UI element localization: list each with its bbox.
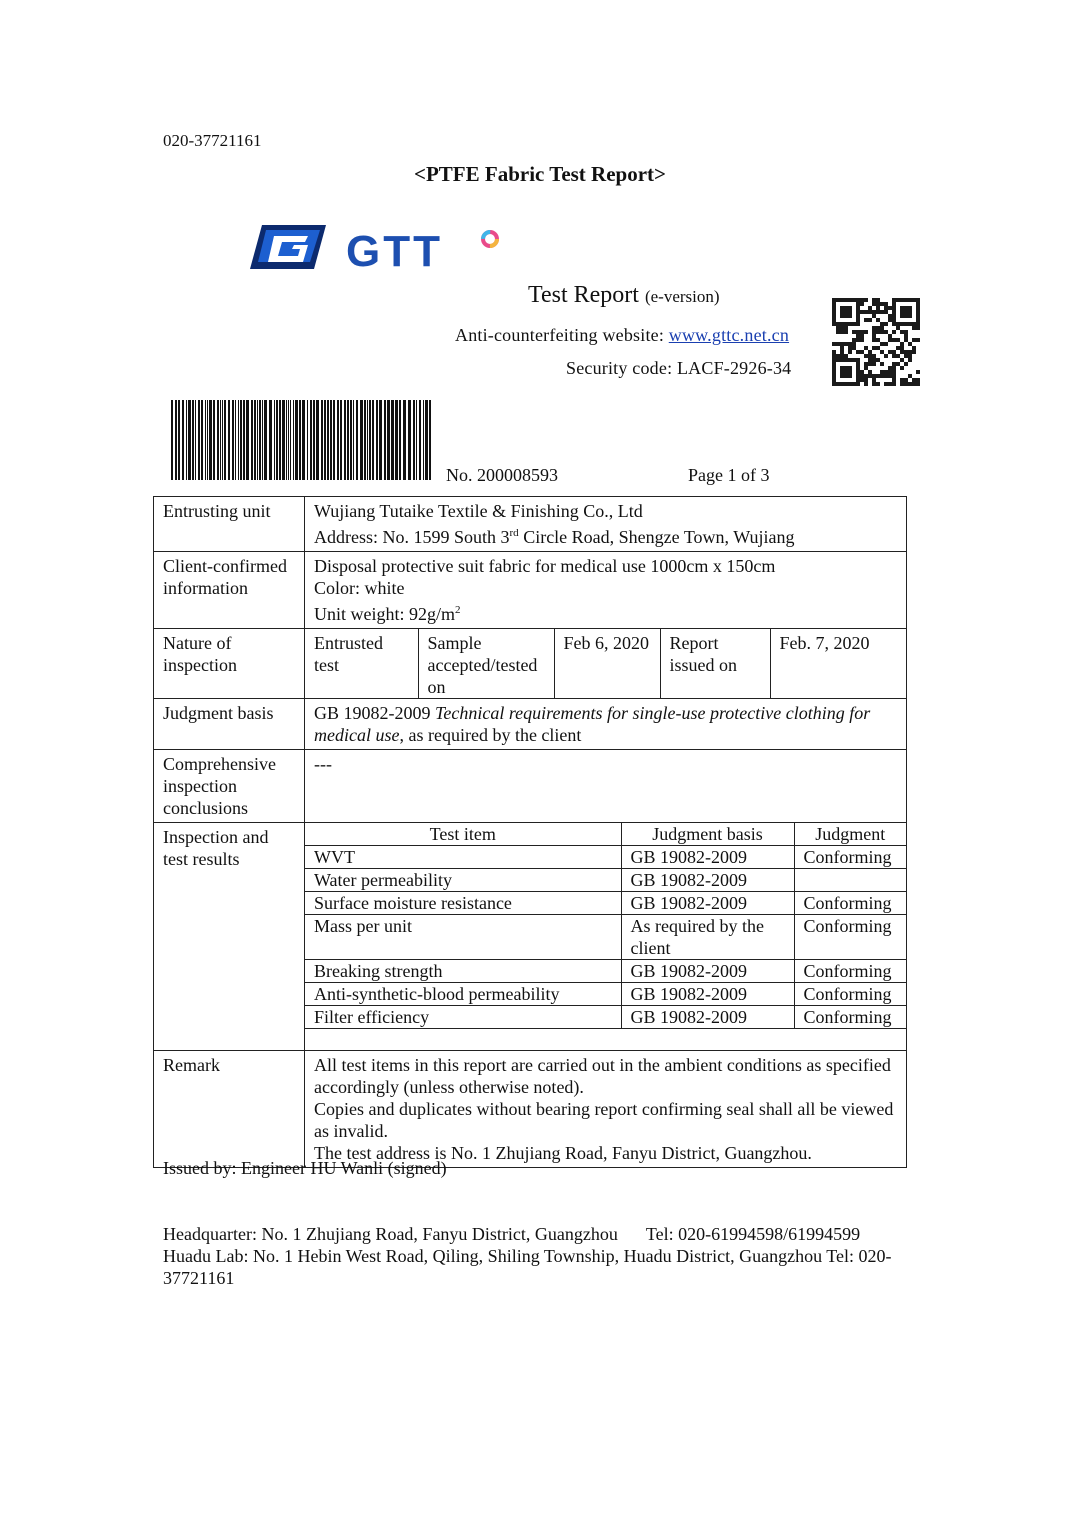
header-test-item: Test item xyxy=(305,823,621,846)
test-item: Breaking strength xyxy=(305,960,621,983)
judgment-label: Judgment basis xyxy=(154,699,305,750)
gtt-logo-icon xyxy=(250,222,510,272)
test-basis: GB 19082-2009 xyxy=(621,869,794,892)
test-judgment: Conforming xyxy=(794,1006,906,1029)
client-line-1: Disposal protective suit fabric for medical use 1000cm x 150cm xyxy=(314,556,776,576)
issued-by: Issued by: Engineer HU Wanli (signed) xyxy=(163,1158,447,1178)
client-label: Client-confirmed information xyxy=(154,552,305,629)
results-cells xyxy=(305,823,907,1051)
header-judgment: Judgment xyxy=(794,823,906,846)
nature-value: Entrusted test xyxy=(305,629,418,698)
nature-cells xyxy=(305,629,907,699)
barcode xyxy=(171,400,433,485)
barcode-icon xyxy=(171,400,433,480)
test-basis: GB 19082-2009 xyxy=(621,960,794,983)
issued-date: Feb. 7, 2020 xyxy=(770,629,906,698)
report-table xyxy=(153,496,907,1168)
row-remark xyxy=(154,1050,907,1167)
row-client-info xyxy=(154,552,907,629)
results-header-row xyxy=(305,823,906,846)
top-phone-number: 020-37721161 xyxy=(163,131,262,150)
address-sup: rd xyxy=(509,527,519,539)
security-code-line xyxy=(566,358,791,379)
results-table xyxy=(305,823,906,1050)
sample-label: Sample accepted/tested on xyxy=(418,629,554,698)
anti-label: Anti-counterfeiting website: xyxy=(455,325,665,345)
test-basis: As required by the client xyxy=(621,915,794,960)
report-subtitle: (e-version) xyxy=(644,287,720,306)
table-row xyxy=(305,869,906,892)
report-number: No. 200008593 xyxy=(446,465,558,485)
sample-date: Feb 6, 2020 xyxy=(554,629,660,698)
unit-weight-sup: 2 xyxy=(455,604,461,616)
address-suffix: Circle Road, Shengze Town, Wujiang xyxy=(518,527,795,547)
page-number: Page 1 of 3 xyxy=(688,465,770,485)
empty-row xyxy=(305,1029,906,1050)
anti-counterfeit-line xyxy=(455,325,789,346)
anti-url-link[interactable]: www.gttc.net.cn xyxy=(668,325,790,345)
test-item: Surface moisture resistance xyxy=(305,892,621,915)
row-nature-of-inspection xyxy=(154,629,907,699)
results-label: Inspection and test results xyxy=(154,823,305,1051)
test-item: Anti-synthetic-blood permeability xyxy=(305,983,621,1006)
test-item: WVT xyxy=(305,846,621,869)
remark-label: Remark xyxy=(154,1050,305,1167)
gtt-logo xyxy=(250,222,510,277)
remark-line-3: The test address is No. 1 Zhujiang Road, Fanyu District, Guangzhou. xyxy=(314,1142,812,1163)
entrusting-name: Wujiang Tutaike Textile & Finishing Co., Ltd xyxy=(314,501,643,521)
entrusting-address xyxy=(314,522,897,548)
qr-code xyxy=(832,298,928,391)
unit-weight: Unit weight: 92g/m xyxy=(314,604,455,624)
test-basis: GB 19082-2009 xyxy=(621,983,794,1006)
footer xyxy=(163,1223,923,1289)
test-judgment: Conforming xyxy=(794,892,906,915)
report-title xyxy=(528,282,720,309)
conclusion-label: Comprehensive inspection conclusions xyxy=(154,750,305,823)
report-title-text: Test Report xyxy=(528,282,639,308)
document-title: <PTFE Fabric Test Report> xyxy=(414,162,666,186)
empty-cell xyxy=(305,1029,906,1050)
entrusting-label: Entrusting unit xyxy=(154,497,305,552)
test-item: Water permeability xyxy=(305,869,621,892)
row-conclusion xyxy=(154,750,907,823)
table-row xyxy=(305,1006,906,1029)
footer-hq xyxy=(163,1223,923,1245)
table-row xyxy=(305,915,906,960)
footer-lab: Huadu Lab: No. 1 Hebin West Road, Qiling, Shiling Township, Huadu District, Guangzhou Tel: 020-37721161 xyxy=(163,1246,892,1288)
test-judgment: Conforming xyxy=(794,983,906,1006)
nature-inner-table xyxy=(305,629,906,698)
remark-value xyxy=(305,1050,907,1167)
conclusion-value: --- xyxy=(305,750,907,823)
nature-label: Nature of inspection xyxy=(154,629,305,699)
row-results xyxy=(154,823,907,1051)
row-judgment-basis xyxy=(154,699,907,750)
test-basis: GB 19082-2009 xyxy=(621,892,794,915)
hq-tel: Tel: 020-61994598/61994599 xyxy=(645,1224,861,1244)
test-basis: GB 19082-2009 xyxy=(621,1006,794,1029)
table-row xyxy=(305,960,906,983)
address-prefix: Address: No. 1599 South 3 xyxy=(314,527,510,547)
test-judgment: Conforming xyxy=(794,960,906,983)
test-judgment: Conforming xyxy=(794,915,906,960)
remark-line-1: All test items in this report are carried out in the ambient conditions as specified accordingly (unless otherwise noted). xyxy=(314,1054,891,1097)
security-code: LACF-2926-34 xyxy=(676,358,792,378)
table-row xyxy=(305,846,906,869)
client-line-3 xyxy=(314,599,897,625)
judgment-tail: , as required by the client xyxy=(399,725,582,745)
judgment-italic: Technical requirements for single-use protective clothing for medical use xyxy=(314,703,871,745)
issued-label: Report issued on xyxy=(660,629,770,698)
test-judgment xyxy=(794,869,906,892)
judgment-value xyxy=(305,699,907,750)
client-line-2: Color: white xyxy=(314,578,405,598)
test-item: Filter efficiency xyxy=(305,1006,621,1029)
svg-text:GTT: GTT xyxy=(346,227,443,272)
security-label: Security code: xyxy=(566,358,673,378)
table-row xyxy=(305,983,906,1006)
test-basis: GB 19082-2009 xyxy=(621,846,794,869)
header-judgment-basis: Judgment basis xyxy=(621,823,794,846)
qr-code-icon xyxy=(832,298,928,386)
hq-address: Headquarter: No. 1 Zhujiang Road, Fanyu District, Guangzhou xyxy=(163,1224,618,1244)
test-item: Mass per unit xyxy=(305,915,621,960)
table-row xyxy=(305,892,906,915)
row-entrusting-unit xyxy=(154,497,907,552)
entrusting-value xyxy=(305,497,907,552)
judgment-std: GB 19082-2009 xyxy=(314,703,435,723)
test-judgment: Conforming xyxy=(794,846,906,869)
client-value xyxy=(305,552,907,629)
remark-line-2: Copies and duplicates without bearing report confirming seal shall all be viewed as invalid. xyxy=(314,1098,894,1141)
